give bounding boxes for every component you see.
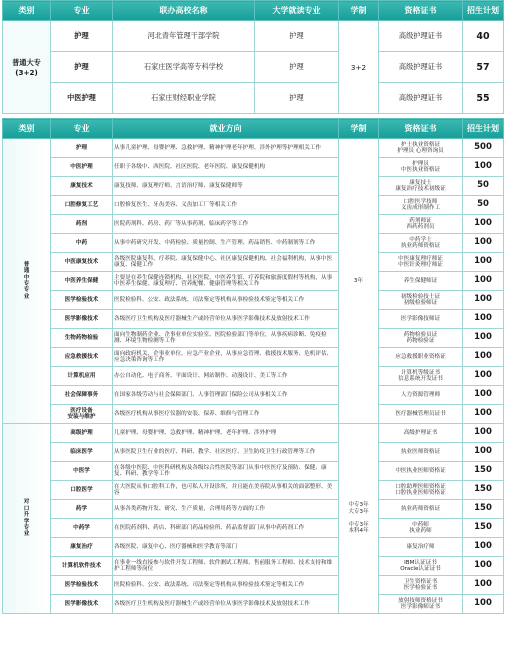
table2-header: 就业方向 <box>113 119 339 139</box>
major-cell: 中医养生保健 <box>51 272 113 291</box>
univ-major-cell: 护理 <box>255 21 339 52</box>
cert-cell: 执业医师资格证 <box>379 443 463 462</box>
table-row <box>3 405 504 424</box>
table-row <box>3 367 504 386</box>
plan-cell: 500 <box>463 139 504 158</box>
cert-cell: 护理员 中医执业资格证 <box>379 158 463 177</box>
direction-cell: 在医院药剂科、药店、科研部门药品检验所、药品监督部门从事中药药剂工作 <box>113 519 339 538</box>
table1-header: 学制 <box>339 1 379 21</box>
direction-cell: 面向政府机关、企事业单位、应急产业企业，从事应急管理、救援技术服务、危机评估、应急决策咨询等工作 <box>113 348 339 367</box>
table-row <box>3 329 504 348</box>
direction-cell: 从事医院卫生行业的医疗、科研、教学、社区医疗、卫生防疫卫生行政管理等工作 <box>113 443 339 462</box>
cert-cell: 康复治疗师 <box>379 538 463 557</box>
table1-header-row <box>3 1 504 21</box>
cert-cell: 药剂师证 西药药剂员 <box>379 215 463 234</box>
table-row <box>3 576 504 595</box>
plan-cell: 100 <box>463 234 504 253</box>
category-char: 专 <box>23 524 30 531</box>
major-cell: 高级护理 <box>51 424 113 443</box>
cert-cell: 高级护理证书 <box>379 52 463 83</box>
plan-cell: 57 <box>463 52 504 83</box>
category-char: 口 <box>23 505 30 512</box>
category-char: 专 <box>23 281 30 287</box>
category-char: 业 <box>23 293 30 300</box>
direction-cell: 口腔修复医生、牙齿美容、义齿加工厂等相关工作 <box>113 196 339 215</box>
xuezhi-cell: 3年 <box>339 139 379 424</box>
table-row <box>3 83 504 114</box>
table1-header: 联办高校名称 <box>113 1 255 21</box>
cert-cell: 医疗器械管理员证书 <box>379 405 463 424</box>
table-row <box>3 158 504 177</box>
plan-cell: 150 <box>463 462 504 481</box>
plan-cell: 100 <box>463 557 504 576</box>
cert-cell: 养生保健师证 <box>379 272 463 291</box>
major-cell: 康复技术 <box>51 177 113 196</box>
major-cell: 中医护理 <box>51 83 113 114</box>
major-cell: 中医护理 <box>51 158 113 177</box>
table1-header: 招生计划 <box>463 1 504 21</box>
major-cell: 医学检验技术 <box>51 291 113 310</box>
category-cell <box>3 424 51 614</box>
plan-cell: 100 <box>463 405 504 424</box>
table-row <box>3 196 504 215</box>
major-cell: 护理 <box>51 52 113 83</box>
xuezhi-cell: 中专3年 大专3年 中专3年 本科4年 <box>339 424 379 614</box>
table2-header: 类别 <box>3 119 51 139</box>
table-row <box>3 462 504 481</box>
direction-cell: 在大医院从事口腔科工作，也可私人开设诊所，并且能在美容院从事相关的面部整形、美容 <box>113 481 339 500</box>
table1-header: 资格证书 <box>379 1 463 21</box>
direction-cell: 在各级中医院、中医科研机构及各级综合性医院等部门从事中医医疗及预防、保健、康复、科研、教学等工作 <box>113 462 339 481</box>
table-row <box>3 595 504 614</box>
table-row <box>3 538 504 557</box>
plan-cell: 150 <box>463 519 504 538</box>
table-row <box>3 481 504 500</box>
college-cell: 石家庄财经职业学院 <box>113 83 255 114</box>
category-char: 学 <box>23 518 30 525</box>
category-char: 升 <box>23 512 30 519</box>
plan-cell: 100 <box>463 348 504 367</box>
cert-cell: 高级护理证书 <box>379 424 463 443</box>
table1-header: 专业 <box>51 1 113 21</box>
cert-cell: 放射技师资格证书 医学影像师证书 <box>379 595 463 614</box>
plan-cell: 100 <box>463 329 504 348</box>
cert-cell: 卫生资格证书 医学检验证书 <box>379 576 463 595</box>
category-char: 专 <box>23 287 30 294</box>
cert-cell: 中药学士 执业药师资格证 <box>379 234 463 253</box>
plan-cell: 100 <box>463 367 504 386</box>
major-cell: 中医学 <box>51 462 113 481</box>
univ-major-cell: 护理 <box>255 52 339 83</box>
table2-header: 资格证书 <box>379 119 463 139</box>
table-row <box>3 500 504 519</box>
table-row <box>3 443 504 462</box>
major-cell: 应急救援技术 <box>51 348 113 367</box>
cert-cell: 中药师 执业药师 <box>379 519 463 538</box>
major-cell: 护理 <box>51 21 113 52</box>
direction-cell: 医院检验科、公安、政法系统、司法鉴定等机构从事检验技术鉴定等相关工作 <box>113 291 339 310</box>
table-row <box>3 272 504 291</box>
plan-cell: 50 <box>463 177 504 196</box>
major-cell: 临床医学 <box>51 443 113 462</box>
table-row <box>3 519 504 538</box>
major-cell: 社会保障事务 <box>51 386 113 405</box>
table2-header-row <box>3 119 504 139</box>
cert-cell: 康复技士 康复治疗技术初级证 <box>379 177 463 196</box>
major-cell: 计算机软件技术 <box>51 557 113 576</box>
major-cell: 护理 <box>51 139 113 158</box>
direction-cell: 办公自动化、电子商务、平面设计、网站制作、动漫设计、美工等工作 <box>113 367 339 386</box>
plan-cell: 100 <box>463 158 504 177</box>
table-joint-college <box>2 0 504 114</box>
cert-cell: 应急救援职业资格证 <box>379 348 463 367</box>
plan-cell: 40 <box>463 21 504 52</box>
cert-cell: 药物检验员证 药物检验证 <box>379 329 463 348</box>
major-cell: 口腔医学 <box>51 481 113 500</box>
table1-header: 类别 <box>3 1 51 21</box>
table-row <box>3 52 504 83</box>
plan-cell: 55 <box>463 83 504 114</box>
table-row <box>3 215 504 234</box>
direction-cell: 在国家各级劳动与社会保障部门、人事管理部门保险公司从事相关工作 <box>113 386 339 405</box>
table-row <box>3 386 504 405</box>
direction-cell: 各级医院康复科、疗养院、康复保健中心、社区康复保健机构、社会福利机构，从事中医康复、保健工作 <box>113 253 339 272</box>
category-char: 对 <box>23 499 30 506</box>
major-cell: 生物药物检验 <box>51 329 113 348</box>
direction-cell: 从事各类药物开发、研究、生产质量，合理用药等方面的工作 <box>113 500 339 519</box>
category-char: 通 <box>23 268 30 275</box>
major-cell: 中医康复技术 <box>51 253 113 272</box>
plan-cell: 100 <box>463 310 504 329</box>
plan-cell: 100 <box>463 424 504 443</box>
direction-cell: 从事儿童护理、母婴护理、急救护理、精神护理老年护理、涉外护理等护理相关工作 <box>113 139 339 158</box>
plan-cell: 100 <box>463 291 504 310</box>
plan-cell: 100 <box>463 272 504 291</box>
table1-header: 大学就读专业 <box>255 1 339 21</box>
table-row <box>3 177 504 196</box>
college-cell: 石家庄医学高等专科学校 <box>113 52 255 83</box>
plan-cell: 100 <box>463 443 504 462</box>
table2-header: 招生计划 <box>463 119 504 139</box>
major-cell: 中药学 <box>51 519 113 538</box>
table-row <box>3 557 504 576</box>
table-row <box>3 291 504 310</box>
college-cell: 河北青年管理干部学院 <box>113 21 255 52</box>
cert-cell: 口腔医学技师 义齿成形制作工 <box>379 196 463 215</box>
table2-header: 专业 <box>51 119 113 139</box>
table-row <box>3 21 504 52</box>
table-row <box>3 234 504 253</box>
table-row <box>3 139 504 158</box>
direction-cell: 主要是在养生保健连锁机构、社区医院、中医养生馆、疗养院和旅游度假村等机构，从事中医养生保健、康复理疗、营养配餐、健康管理等相关工作 <box>113 272 339 291</box>
category-char: 业 <box>23 531 30 538</box>
direction-cell: 任职于各级中、西医院、社区医院、老年医院、康复保健机构 <box>113 158 339 177</box>
major-cell: 药学 <box>51 500 113 519</box>
cert-cell: 高级护理证书 <box>379 83 463 114</box>
cert-cell: 初级检验技士证 初级检验师证 <box>379 291 463 310</box>
direction-cell: 康复技师、康复理疗师、言语治疗师、康复保健师等 <box>113 177 339 196</box>
plan-cell: 100 <box>463 538 504 557</box>
direction-cell: 各级医疗卫生机构及医疗器械生产或经营单位从事医学影像技术及放射技术工作 <box>113 595 339 614</box>
category-char: 普 <box>23 261 30 268</box>
major-cell: 药剂 <box>51 215 113 234</box>
table2-header: 学制 <box>339 119 379 139</box>
major-cell: 医学检验技术 <box>51 576 113 595</box>
plan-cell: 150 <box>463 481 504 500</box>
major-cell: 计算机应用 <box>51 367 113 386</box>
major-cell: 口腔修复工艺 <box>51 196 113 215</box>
direction-cell: 各级医院、康复中心、医疗器械和医学教育等部门 <box>113 538 339 557</box>
plan-cell: 150 <box>463 500 504 519</box>
table-row <box>3 310 504 329</box>
table-row <box>3 253 504 272</box>
direction-cell: 从事中药研究开发、中药检验、质量控制、生产管理、药品销售、中药制剂等工作 <box>113 234 339 253</box>
major-cell: 医学影像技术 <box>51 310 113 329</box>
category-char: 中 <box>23 274 30 281</box>
table-row <box>3 424 504 443</box>
plan-cell: 100 <box>463 386 504 405</box>
cert-cell: 护士执业资格证 护理员 心理咨询员 <box>379 139 463 158</box>
cert-cell: 人力资源管理师 <box>379 386 463 405</box>
cert-cell: 口腔助理医师资格证 口腔执业医师资格证 <box>379 481 463 500</box>
table-majors <box>2 118 504 614</box>
cert-cell: 计算机等级证书 信息系统开发证书 <box>379 367 463 386</box>
direction-cell: 医院药剂科、药房、药厂等从事药剂、临床药学等工作 <box>113 215 339 234</box>
direction-cell: 医院检验科、公安、政法系统、司法鉴定等机构从事检验技术鉴定等相关工作 <box>113 576 339 595</box>
direction-cell: 面向生物制药企业、企事业单位实验室、医院检验部门等单位，从事疾病诊断、免疫检测、环境生物检测等工作 <box>113 329 339 348</box>
cert-cell: 执业药师资格证 <box>379 500 463 519</box>
major-cell: 中药 <box>51 234 113 253</box>
plan-cell: 100 <box>463 215 504 234</box>
direction-cell: 在事业一线直接参与软件开发工程师、软件测试工程师、售前服务工程师、技术支持和维护工程师等岗位 <box>113 557 339 576</box>
category-cell <box>3 139 51 424</box>
plan-cell: 100 <box>463 595 504 614</box>
xuezhi-cell: 3+2 <box>339 21 379 114</box>
direction-cell: 各级医疗卫生机构及医疗器械生产或经营单位从事医学影像技术及放射技术工作 <box>113 310 339 329</box>
cert-cell: 高级护理证书 <box>379 21 463 52</box>
plan-cell: 100 <box>463 576 504 595</box>
direction-cell: 各级医疗机构从事医疗仪器的安装、保养、维修与管理工作 <box>113 405 339 424</box>
table-row <box>3 348 504 367</box>
univ-major-cell: 护理 <box>255 83 339 114</box>
major-cell: 医学影像技术 <box>51 595 113 614</box>
plan-cell: 100 <box>463 253 504 272</box>
cert-cell: IBM认证证书 Oracle认证证书 <box>379 557 463 576</box>
direction-cell: 儿童护理、母婴护理、急救护理、精神护理、老年护理、涉外护理 <box>113 424 339 443</box>
major-cell: 康复治疗 <box>51 538 113 557</box>
cert-cell: 中医执业医师资格证 <box>379 462 463 481</box>
major-cell: 医疗设备 安装与维护 <box>51 405 113 424</box>
cert-cell: 医学影像技师证 <box>379 310 463 329</box>
plan-cell: 50 <box>463 196 504 215</box>
cert-cell: 中医康复理疗师证 中医针灸理疗师证 <box>379 253 463 272</box>
category-cell: 普通大专 (3+2) <box>3 21 51 114</box>
